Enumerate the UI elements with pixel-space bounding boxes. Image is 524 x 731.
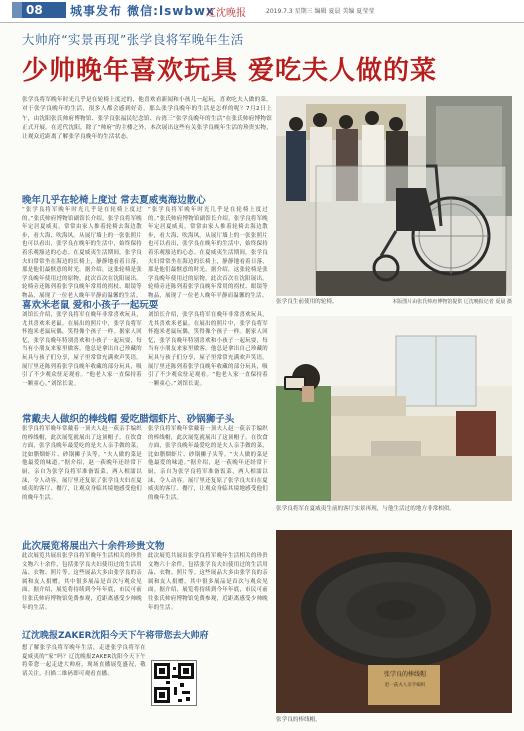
- edition-meta: 2019.7.3 星期三 编辑 夏晨 美编 夏莹莹: [266, 8, 375, 15]
- wheelchair-photo: [276, 96, 512, 296]
- living-room-photo: [276, 316, 512, 501]
- page-number: 08: [22, 2, 66, 18]
- section-heading-2: 喜欢米老鼠 爱和小孩子一起玩耍: [22, 300, 159, 311]
- photo-credit: 本版图片由张氏帅府博物馆提供 辽沈晚报记者 夏晨 摄: [392, 299, 512, 305]
- section-heading-4: 此次展览将展出六十余件珍贵文物: [22, 541, 165, 552]
- caption-hat: 张学良的棒线帽。: [276, 717, 321, 723]
- section-heading-5: 辽沈晚报ZAKER沈阳今天下午将带您去大帅府: [22, 631, 209, 641]
- section-heading-3: 常戴夫人做织的棒线帽 爱吃腊烟虾片、砂锅狮子头: [22, 414, 235, 425]
- section-text-1a: “张学良将军晚年时光几乎是在轮椅上度过的。”张氏帅府博物馆副馆长介绍，张学良将军晚年定居夏威夷，常常由家人推着轮椅去海边散步，看大海、吹海风。从展厅墙上的一张张照片也可以看出，张学良在晚年的生活中，始终保持着乐观豁达的心态。在夏威夷生活期间，张学良夫妇常常坐在海边的长椅上，静静地看着日落，那是他们最惬意的时光。据介绍，这张轮椅是张学良晚年使用过的原物，此次首次在沈阳展出。轮椅旁还陈列着张学良晚年常用的拐杖、眼镜等物品，展现了一位老人晚年平静而温馨的生活。: [22, 207, 142, 299]
- newspaper-logo: 辽沈晚报: [206, 8, 246, 19]
- article-intro: 张学良将军晚年时光几乎是在轮椅上度过的，他喜欢看新闻和小孩儿一起玩，喜欢吃夫人做的菜。对于张学良晚年的生活，很多人都会感到好奇，那么张学良晚年的生活是怎样的呢？7月2日上午，由沈阳张氏帅府博物馆、张学良张福民纪念馆、台湾三“张学良晚年的生活”在张氏帅府博物馆正式开展。在近代沈阳，除了“帅府”的主楼之外，本次展出这些有关张学良晚年生活的珍贵实物，让观众近距离了解张学良晚年的生活状态。: [22, 97, 272, 141]
- section-text-4b: 此次展览共展出张学良将军晚年生活相关的珍贵文物六十余件，包括张学良夫妇使用过的生活用品、衣物、照片等。这些展品大多由张学良的亲属和友人捐赠，其中很多展品是首次与观众见面。据介绍，展览将持续到今年年底，市民可前往张氏帅府博物馆免费参观，近距离感受少帅晚年的生活。: [148, 553, 268, 611]
- article-headline: 少帅晚年喜欢玩具 爱吃夫人做的菜: [22, 56, 438, 86]
- section-text-4a: 此次展览共展出张学良将军晚年生活相关的珍贵文物六十余件，包括张学良夫妇使用过的生活用品、衣物、照片等。这些展品大多由张学良的亲属和友人捐赠，其中很多展品是首次与观众见面。据介绍，展览将持续到今年年底，市民可前往张氏帅府博物馆免费参观，近距离感受少帅晚年的生活。: [22, 553, 142, 611]
- knitted-hat-photo: [276, 530, 512, 713]
- hat-sublabel: 赵一荻夫人亲手编织: [384, 683, 426, 688]
- section-text-2a: 刘馆长介绍，张学良将军在晚年非常喜欢玩具，尤其喜欢米老鼠。在展出的照片中，张学良将军怀抱米老鼠玩偶，笑得像个孩子一样。据家人回忆，张学良晚年特别喜欢和小孩子一起玩耍，每当有小朋友来家里做客，他总是拿出自己珍藏的玩具与孩子们分享，屋子里常常充满欢声笑语。展厅里还陈列着张学良晚年收藏的部分玩具，吸引了不少观众驻足观看。“他老人家一直保持着一颗童心。”刘馆长说。: [22, 312, 142, 387]
- section-heading-1: 晚年几乎在轮椅上度过 常去夏威夷海边散心: [22, 195, 206, 206]
- section-text-1b: “张学良将军晚年时光几乎是在轮椅上度过的。”张氏帅府博物馆副馆长介绍，张学良将军晚年定居夏威夷，常常由家人推着轮椅去海边散步，看大海、吹海风。从展厅墙上的一张张照片也可以看出，张学良在晚年的生活中，始终保持着乐观豁达的心态。在夏威夷生活期间，张学良夫妇常常坐在海边的长椅上，静静地看着日落，那是他们最惬意的时光。据介绍，这张轮椅是张学良晚年使用过的原物，此次首次在沈阳展出。轮椅旁还陈列着张学良晚年常用的拐杖、眼镜等物品，展现了一位老人晚年平静而温馨的生活。: [148, 207, 268, 299]
- page-header: [0, 0, 524, 23]
- article-kicker: 大帅府“实景再现”张学良将军晚年生活: [22, 32, 244, 47]
- caption-wheelchair: 张学良生前使用的轮椅。: [276, 299, 338, 305]
- caption-living-room: 张学良将军在夏威夷生前的客厅实景再现，与他生活过的地方非常相似。: [276, 506, 456, 512]
- section-title: 城事发布 微信:lswbwx: [70, 4, 215, 18]
- section-text-3a: 张学良将军晚年常戴着一顶夫人赵一荻亲手编织的棒线帽，此次展览就展出了这顶帽子。在饮食方面，张学良晚年最爱吃的是夫人亲手做的菜，比如腊烟虾片、砂锅狮子头等。“夫人做的菜是他最爱的味道。”据介绍，赵一荻晚年还经常下厨，亲自为张学良将军准备饭菜，两人相濡以沫，令人动容。展厅里还复原了张学良夫妇在夏威夷的客厅、餐厅，让观众身临其境地感受他们的晚年生活。: [22, 426, 142, 501]
- section-text-2b: 刘馆长介绍，张学良将军在晚年非常喜欢玩具，尤其喜欢米老鼠。在展出的照片中，张学良将军怀抱米老鼠玩偶，笑得像个孩子一样。据家人回忆，张学良晚年特别喜欢和小孩子一起玩耍，每当有小朋友来家里做客，他总是拿出自己珍藏的玩具与孩子们分享，屋子里常常充满欢声笑语。展厅里还陈列着张学良晚年收藏的部分玩具，吸引了不少观众驻足观看。“他老人家一直保持着一颗童心。”刘馆长说。: [148, 312, 268, 387]
- qr-code[interactable]: [151, 660, 197, 706]
- section-text-3b: 张学良将军晚年常戴着一顶夫人赵一荻亲手编织的棒线帽，此次展览就展出了这顶帽子。在饮食方面，张学良晚年最爱吃的是夫人亲手做的菜，比如腊烟虾片、砂锅狮子头等。“夫人做的菜是他最爱的味道。”据介绍，赵一荻晚年还经常下厨，亲自为张学良将军准备饭菜，两人相濡以沫，令人动容。展厅里还复原了张学良夫妇在夏威夷的客厅、餐厅，让观众身临其境地感受他们的晚年生活。: [148, 426, 268, 501]
- hat-label: 张学良的棒线帽: [383, 671, 426, 678]
- section-text-5: 想了解张学良将军晚年生活，走进张学良将军在夏威夷的“家”吗？辽沈晚报ZAKER沈阳今天下午将带您一起走进大帅府，现场直播展览盛况，敬请关注。扫描二维码即可观看直播。: [22, 645, 146, 677]
